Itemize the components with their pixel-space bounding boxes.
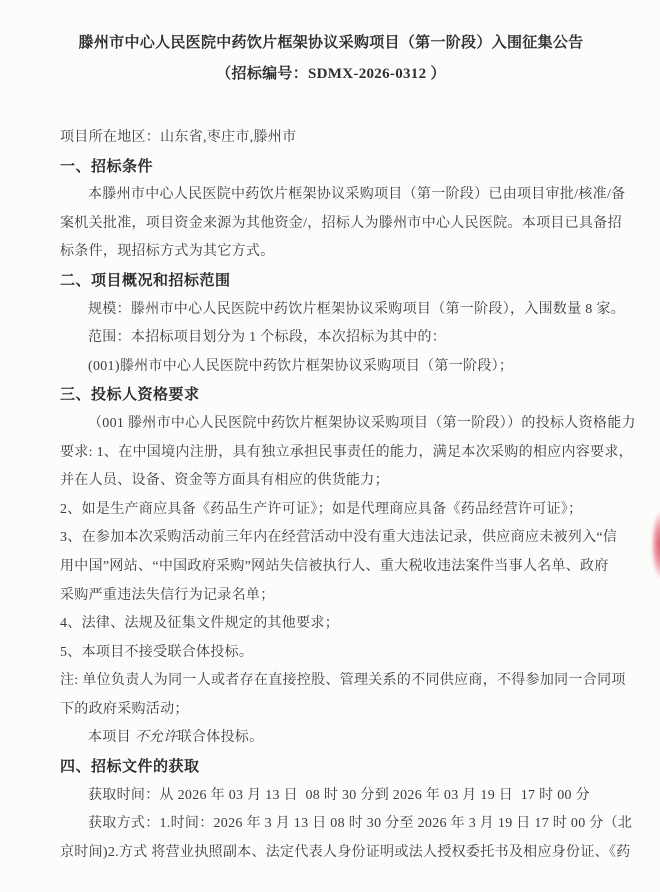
- section-2-heading: 二、项目概况和招标范围: [60, 272, 231, 289]
- section-1-line-1: 本滕州市中心人民医院中药饮片框架协议采购项目（第一阶段）已由项目审批/核准/备: [88, 187, 626, 203]
- section-3-no-consortium-line: [60, 724, 602, 753]
- section-3-line-7: 采购严重违法失信行为记录名单；: [60, 587, 275, 603]
- section-2-scale-line: 规模：滕州市中心人民医院中药饮片框架协议采购项目（第一阶段），入围数量 8 家。: [88, 301, 625, 317]
- section-4-method-line-2: 京时间)2.方式 将营业执照副本、法定代表人身份证明或法人授权委托书及相应身份证、《药: [60, 844, 631, 860]
- section-3-line-5: 3、在参加本次采购活动前三年内在经营活动中没有重大违法记录，供应商应未被列入“信: [60, 530, 618, 546]
- document-title: 滕州市中心人民医院中药饮片框架协议采购项目（第一阶段）入围征集公告: [78, 35, 584, 51]
- section-3-note-line-1: 注: 单位负责人为同一人或者存在直接控股、管理关系的不同供应商，不得参加同一合同项: [60, 673, 626, 689]
- tender-number: （招标编号：SDMX-2026-0312 ）: [216, 66, 446, 82]
- section-3-note-line-2: 下的政府采购活动；: [60, 701, 189, 717]
- no-consortium-suffix: 联合体投标。: [177, 730, 264, 746]
- section-3-line-4: 2、如是生产商应具备《药品生产许可证》；如是代理商应具备《药品经营许可证》；: [60, 501, 583, 517]
- section-1-line-2: 案机关批准，项目资金来源为其他资金/，招标人为滕州市中心人民医院。本项目已具备招: [60, 215, 622, 231]
- section-3-line-8: 4、法律、法规及征集文件规定的其他要求；: [60, 616, 339, 632]
- section-3-line-1: （001 滕州市中心人民医院中药饮片框架协议采购项目（第一阶段））的投标人资格能力: [88, 415, 636, 431]
- section-3-line-6: 用中国”网站、“中国政府采购”网站失信被执行人、重大税收违法案件当事人名单、政府: [60, 558, 609, 574]
- section-3-line-2: 要求: 1、在中国境内注册，具有独立承担民事责任的能力，满足本次采购的相应内容要求，: [60, 444, 633, 460]
- section-1-line-3: 标条件，现招标方式为其它方式。: [60, 244, 275, 260]
- section-4-time-line: 获取时间：从 2026 年 03 月 13 日 08 时 30 分到 2026 年 03 月 19 日 17 时 00 分: [88, 787, 590, 803]
- section-2-scope-line: 范围：本招标项目划分为 1 个标段，本次招标为其中的：: [88, 330, 447, 346]
- section-4-heading: 四、招标文件的获取: [60, 759, 200, 776]
- no-consortium-emphasis: 不允许: [134, 730, 178, 746]
- section-3-line-3: 并在人员、设备、资金等方面具有相应的供货能力；: [60, 473, 389, 489]
- section-2-lot-line: (001)滕州市中心人民医院中药饮片框架协议采购项目（第一阶段）；: [88, 358, 514, 374]
- title-block: [60, 28, 602, 90]
- section-4-method-line-1: 获取方式：1.时间：2026 年 3 月 13 日 08 时 30 分至 2026 年 3 月 19 日 17 时 00 分（北: [88, 816, 633, 832]
- section-1-heading: 一、招标条件: [60, 158, 154, 175]
- section-3-heading: 三、投标人资格要求: [60, 387, 200, 404]
- section-3-line-9: 5、本项目不接受联合体投标。: [60, 644, 254, 660]
- project-location-line: 项目所在地区：山东省,枣庄市,滕州市: [60, 130, 297, 145]
- no-consortium-prefix: 本项目: [88, 730, 135, 746]
